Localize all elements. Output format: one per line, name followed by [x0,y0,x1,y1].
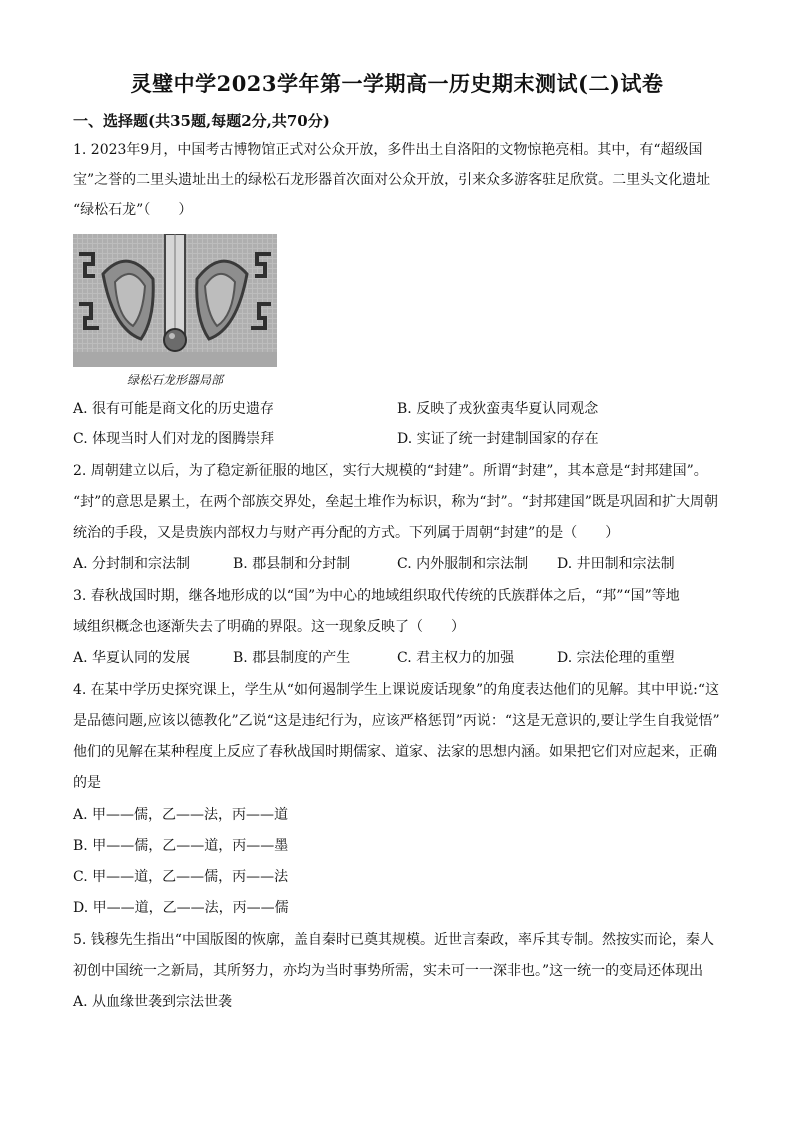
q3-option-a[interactable]: A. 华夏认同的发展 [73,650,191,666]
q2-line-2: “封”的意思是累土，在两个部族交界处，垒起土堆作为标识，称为“封”。“封邦建国”既是巩固和扩大周朝 [73,494,718,510]
q1-line-2: 宝”之誉的二里头遗址出土的绿松石龙形器首次面对公众开放，引来众多游客驻足欣赏。二里头文化遗址 [73,172,711,188]
q5-option-a[interactable]: A. 从血缘世袭到宗法世袭 [73,994,233,1010]
q4-option-b[interactable]: B. 甲——儒，乙——道，丙——墨 [73,838,289,854]
section-heading: 一、选择题(共35题,每题2分,共70分) [73,112,330,130]
q1-line-3: “绿松石龙”（ ） [73,202,193,218]
q4-line-4: 的是 [73,775,101,791]
q4-option-a[interactable]: A. 甲——儒，乙——法，丙——道 [73,807,289,823]
q4-line-3: 他们的见解在某种程度上反应了春秋战国时期儒家、道家、法家的思想内涵。如果把它们对应起来，正确 [73,744,717,760]
q4-line-1: 4. 在某中学历史探究课上，学生从“如何遏制学生上课说废话现象”的角度表达他们的见解。其中甲说:“这 [73,682,719,698]
q2-option-a[interactable]: A. 分封制和宗法制 [73,556,191,572]
q3-line-1: 3. 春秋战国时期，继各地形成的以“国”为中心的地域组织取代传统的氏族群体之后，“邦”“国”等地 [73,588,680,604]
q2-line-3: 统治的手段，又是贵族内部权力与财产再分配的方式。下列属于周朝“封建”的是（ ） [73,525,620,541]
q2-option-c[interactable]: C. 内外服制和宗法制 [397,556,529,572]
q3-line-2: 域组织概念也逐渐失去了明确的界限。这一现象反映了（ ） [73,619,465,635]
q2-option-d[interactable]: D. 井田制和宗法制 [557,556,675,572]
q4-option-d[interactable]: D. 甲——道，乙——法，丙——儒 [73,900,289,916]
q4-option-c[interactable]: C. 甲——道，乙——儒，丙——法 [73,869,289,885]
q1-option-b[interactable]: B. 反映了戎狄蛮夷华夏认同观念 [397,401,599,417]
turquoise-dragon-photo [73,234,277,367]
q2-line-1: 2. 周朝建立以后，为了稳定新征服的地区，实行大规模的“封建”。所谓“封建”，其本意是“封邦建国”。 [73,463,708,479]
q1-option-a[interactable]: A. 很有可能是商文化的历史遗存 [73,401,275,417]
exam-title: 灵璧中学2023学年第一学期高一历史期末测试(二)试卷 [130,71,664,96]
q1-option-d[interactable]: D. 实证了统一封建制国家的存在 [397,431,599,447]
q2-option-b[interactable]: B. 郡县制和分封制 [233,556,351,572]
q3-option-c[interactable]: C. 君主权力的加强 [397,650,515,666]
q3-option-b[interactable]: B. 郡县制度的产生 [233,650,351,666]
figure-caption: 绿松石龙形器局部 [126,373,223,387]
q5-line-1: 5. 钱穆先生指出“中国版图的恢廓，盖自秦时已奠其规模。近世言秦政，率斥其专制。然按实而论，秦人 [73,932,714,948]
q1-option-c[interactable]: C. 体现当时人们对龙的图腾崇拜 [73,431,275,447]
q3-option-d[interactable]: D. 宗法伦理的重塑 [557,650,675,666]
q4-line-2: 是品德问题,应该以德教化”乙说“这是违纪行为，应该严格惩罚”丙说：“这是无意识的,要让学生自我觉悟” [73,713,720,729]
q5-line-2: 初创中国统一之新局，其所努力，亦均为当时事势所需，实未可一一深非也。”这一统一的变局还体现出 [73,963,704,979]
q1-line-1: 1. 2023年9月，中国考古博物馆正式对公众开放，多件出土自洛阳的文物惊艳亮相。其中，有“超级国 [73,142,703,158]
